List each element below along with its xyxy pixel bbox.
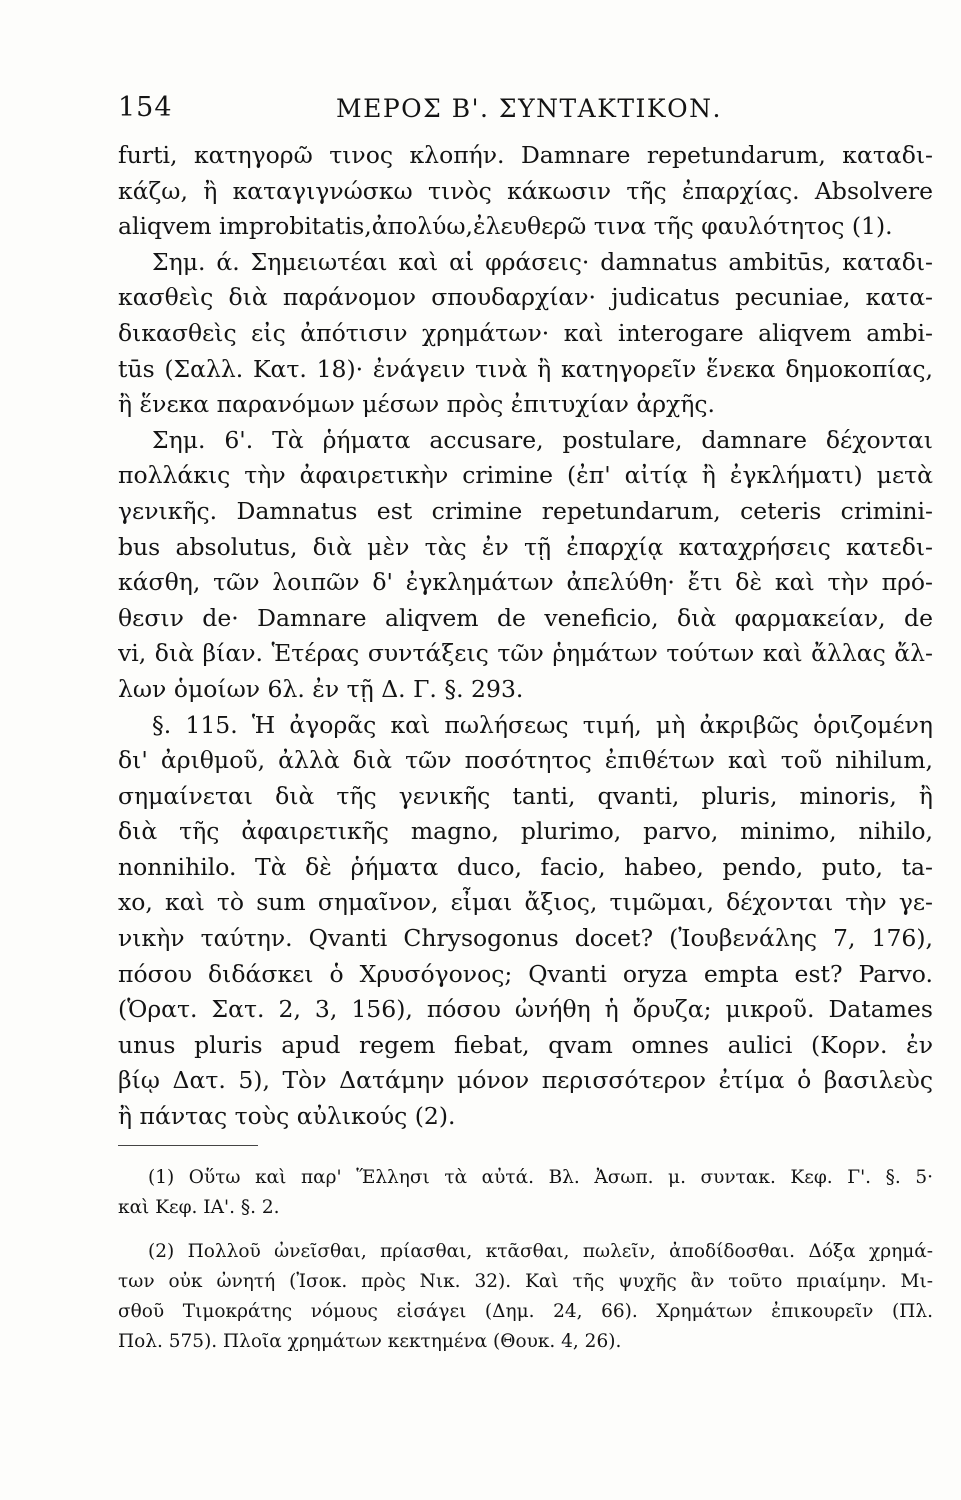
text-line: πόσου διδάσκει ὁ Χρυσόγονος; Qvanti oryza empta est? Parvo. (118, 959, 933, 988)
text-line: κασθεὶς διὰ παράνομον σπουδαρχίαν· judicatus pecuniae, κατα- (118, 283, 933, 312)
text-line: bus absolutus, διὰ μὲν τὰς ἐν τῇ ἐπαρχίᾳ καταχρήσεις κατεδι- (118, 532, 933, 561)
text-line: Σημ. 6'. Τὰ ῥήματα accusare, postulare, damnare δέχονται (152, 425, 933, 454)
text-line: βίῳ Δατ. 5), Τὸν Δατάμην μόνον περισσότερον ἐτίμα ὁ βασιλεὺς (118, 1066, 933, 1095)
text-line: xo, καὶ τὸ sum σημαῖνον, εἶμαι ἄξιος, τιμῶμαι, δέχονται τὴν γε- (118, 888, 933, 917)
text-line: furti, κατηγορῶ τινος κλοπήν. Damnare repetundarum, καταδι- (118, 141, 933, 169)
running-head: ΜΕΡΟΣ Β'. ΣΥΝΤΑΚΤΙΚΟΝ. (336, 94, 722, 123)
text-line: aliqvem improbitatis,ἀπολύω,ἐλευθερῶ τινα τῆς φαυλότητος (1). (118, 212, 893, 241)
footnote-line: καὶ Κεφ. ΙΑ'. §. 2. (118, 1197, 280, 1218)
footnote-2 (118, 1237, 933, 1357)
footnote-line: σθοῦ Τιμοκράτης νόμους εἰσάγει (Δημ. 24, 66). Χρημάτων ἐπικουρεῖν (Πλ. (118, 1301, 933, 1322)
footnote-line: Πολ. 575). Πλοῖα χρημάτων κεκτημένα (Θουκ. 4, 26). (118, 1331, 622, 1352)
text-line: διὰ τῆς ἀφαιρετικῆς magno, plurimo, parvo, minimo, nihilo, (118, 817, 933, 846)
text-line: λων ὁμοίων 6λ. ἐν τῇ Δ. Γ. §. 293. (118, 674, 524, 703)
footnote-line: (2) Πολλοῦ ὠνεῖσθαι, πρίασθαι, κτᾶσθαι, πωλεῖν, ἀποδίδοσθαι. Δόξα χρημά- (148, 1241, 933, 1262)
footnote-divider (118, 1145, 258, 1146)
text-line: νικὴν ταύτην. Qvanti Chrysogonus docet? (Ἰουβενάλης 7, 176), (118, 924, 933, 953)
footnotes (118, 1163, 933, 1357)
page-header (118, 92, 933, 132)
text-line: unus pluris apud regem fiebat, qvam omnes aulici (Κορν. ἐν (118, 1030, 933, 1059)
footnote-1 (118, 1163, 933, 1223)
text-line: κάσθη, τῶν λοιπῶν δ' ἐγκλημάτων ἀπελύθη· ἔτι δὲ καὶ τὴν πρό- (118, 568, 933, 597)
text-line: (Ὁρατ. Σατ. 2, 3, 156), πόσου ὠνήθη ἡ ὄρυζα; μικροῦ. Datames (118, 995, 933, 1024)
text-line: tūs (Σαλλ. Κατ. 18)· ἐνάγειν τινὰ ἢ κατηγορεῖν ἕνεκα δημοκοπίας, (118, 354, 933, 383)
text-line: γενικῆς. Damnatus est crimine repetundarum, ceteris crimini- (118, 496, 933, 525)
text-line: ἢ ἕνεκα παρανόμων μέσων πρὸς ἐπιτυχίαν ἀρχῆς. (118, 390, 715, 419)
text-line: §. 115. Ἡ ἀγορᾶς καὶ πωλήσεως τιμή, μὴ ἀκριβῶς ὁριζομένη (152, 710, 933, 739)
text-line: Σημ. ά. Σημειωτέαι καὶ αἱ φράσεις· damnatus ambitūs, καταδι- (152, 247, 933, 276)
text-line: vi, διὰ βίαν. Ἑτέρας συντάξεις τῶν ῥημάτων τούτων καὶ ἄλλας ἄλ- (118, 639, 933, 668)
text-line: σημαίνεται διὰ τῆς γενικῆς tanti, qvanti, pluris, minoris, ἢ (118, 781, 933, 810)
page-number: 154 (118, 92, 173, 123)
text-line: δικασθεὶς εἰς ἀπότισιν χρημάτων· καὶ interogare aliqvem ambi- (118, 318, 933, 347)
footnote-line: (1) Οὕτω καὶ παρ' Ἕλλησι τὰ αὐτά. Βλ. Ἀσωπ. μ. συντακ. Κεφ. Γ'. §. 5· (148, 1167, 933, 1188)
text-line: nonnihilo. Τὰ δὲ ῥήματα duco, facio, habeo, pendo, puto, ta- (118, 852, 933, 881)
footnote-line: των οὐκ ὠνητή (Ἰσοκ. πρὸς Νικ. 32). Καὶ τῆς ψυχῆς ἂν τοῦτο πριαίμην. Μι- (118, 1271, 933, 1292)
text-line: δι' ἀριθμοῦ, ἀλλὰ διὰ τῶν ποσότητος ἐπιθέτων καὶ τοῦ nihilum, (118, 746, 933, 775)
text-line: θεσιν de· Damnare aliqvem de veneficio, διὰ φαρμακείαν, de (118, 603, 933, 632)
text-line: κάζω, ἢ καταγιγνώσκω τινὸς κάκωσιν τῆς ἐπαρχίας. Absolvere (118, 176, 933, 205)
body-text (118, 138, 933, 1135)
text-line: πολλάκις τὴν ἀφαιρετικὴν crimine (ἐπ' αἰτίᾳ ἢ ἐγκλήματι) μετὰ (118, 461, 933, 490)
text-line: ἢ πάντας τοὺς αὐλικούς (2). (118, 1102, 456, 1131)
